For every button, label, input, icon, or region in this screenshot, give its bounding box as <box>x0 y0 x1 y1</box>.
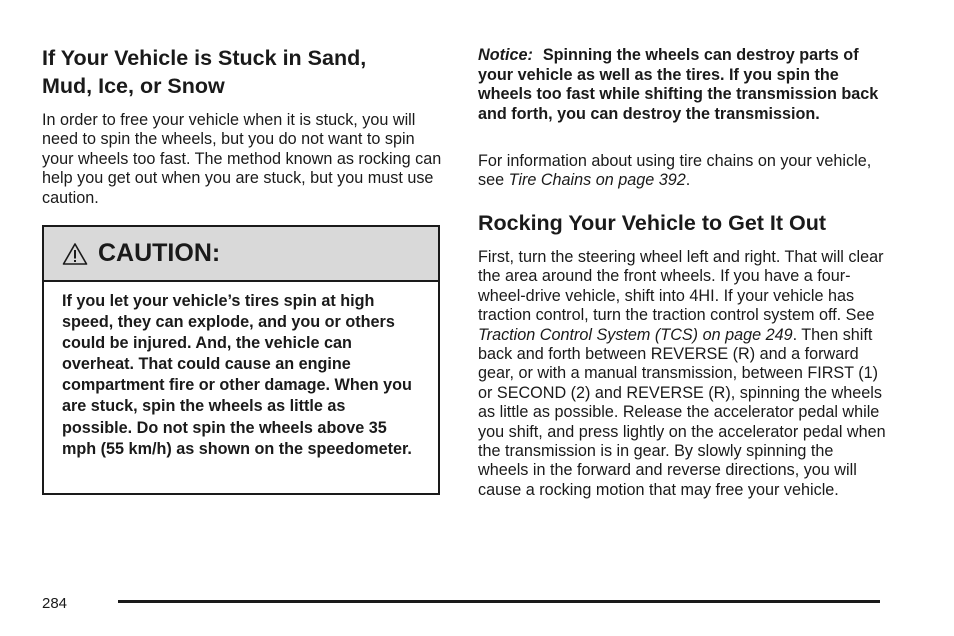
caution-text: If you let your vehicle’s tires spin at high speed, they can explode, and you or others could be injured. And, the vehicle can overheat. That could cause an engine compartment fire or other damage. When you are stuck, spin the wheels as little as possible. Do not spin the wheels above 35 mph (55 km/h) as shown on the speedometer. <box>62 292 412 458</box>
tire-chains-paragraph <box>478 152 888 191</box>
caution-label: CAUTION: <box>98 239 221 267</box>
notice-label: Notice: <box>478 46 533 64</box>
notice-paragraph <box>478 46 888 124</box>
rocking-paragraph <box>478 248 888 500</box>
notice-text: Spinning the wheels can destroy parts of your vehicle as well as the tires. If you spin the wheels too fast while shifting the transmission back and forth, you can destroy the transmission. <box>478 46 879 123</box>
caution-header <box>44 227 438 282</box>
rocking-text-end: . Then shift back and forth between REVERSE (R) and a forward gear, or with a manual transmission, between FIRST (1) or SECOND (2) and REVERSE (R), spinning the wheels as little as possible. Release the accelerator pedal while you shift, and press lightly on the accelerator pedal when the transmission is in gear. By slowly spinning the wheels in the forward and reverse directions, you will cause a rocking motion that may free your vehicle. <box>478 325 886 499</box>
caution-box <box>42 225 440 495</box>
info-text: For information about using tire chains on your vehicle, see <box>478 152 872 190</box>
tcs-reference: Traction Control System (TCS) on page 249 <box>478 325 793 344</box>
intro-paragraph: In order to free your vehicle when it is stuck, you will need to spin the wheels, but you do not want to spin your wheels too fast. The method known as rocking can help you get out when you are stuck, but you must use caution. <box>42 111 442 207</box>
info-end: . <box>685 171 691 190</box>
section-heading-rocking: Rocking Your Vehicle to Get It Out <box>478 211 827 235</box>
section-heading-stuck: If Your Vehicle is Stuck in Sand, Mud, Ice, or Snow <box>42 46 367 98</box>
warning-triangle-icon <box>62 242 88 266</box>
tire-chains-reference: Tire Chains on page 392 <box>508 171 686 190</box>
footer-rule <box>118 600 880 603</box>
rocking-text-start: First, turn the steering wheel left and right. That will clear the area around the front wheels. If you have a four-wheel-drive vehicle, shift into 4HI. If your vehicle has traction control, turn the traction control system off. See <box>478 248 884 325</box>
page-number: 284 <box>42 595 68 612</box>
